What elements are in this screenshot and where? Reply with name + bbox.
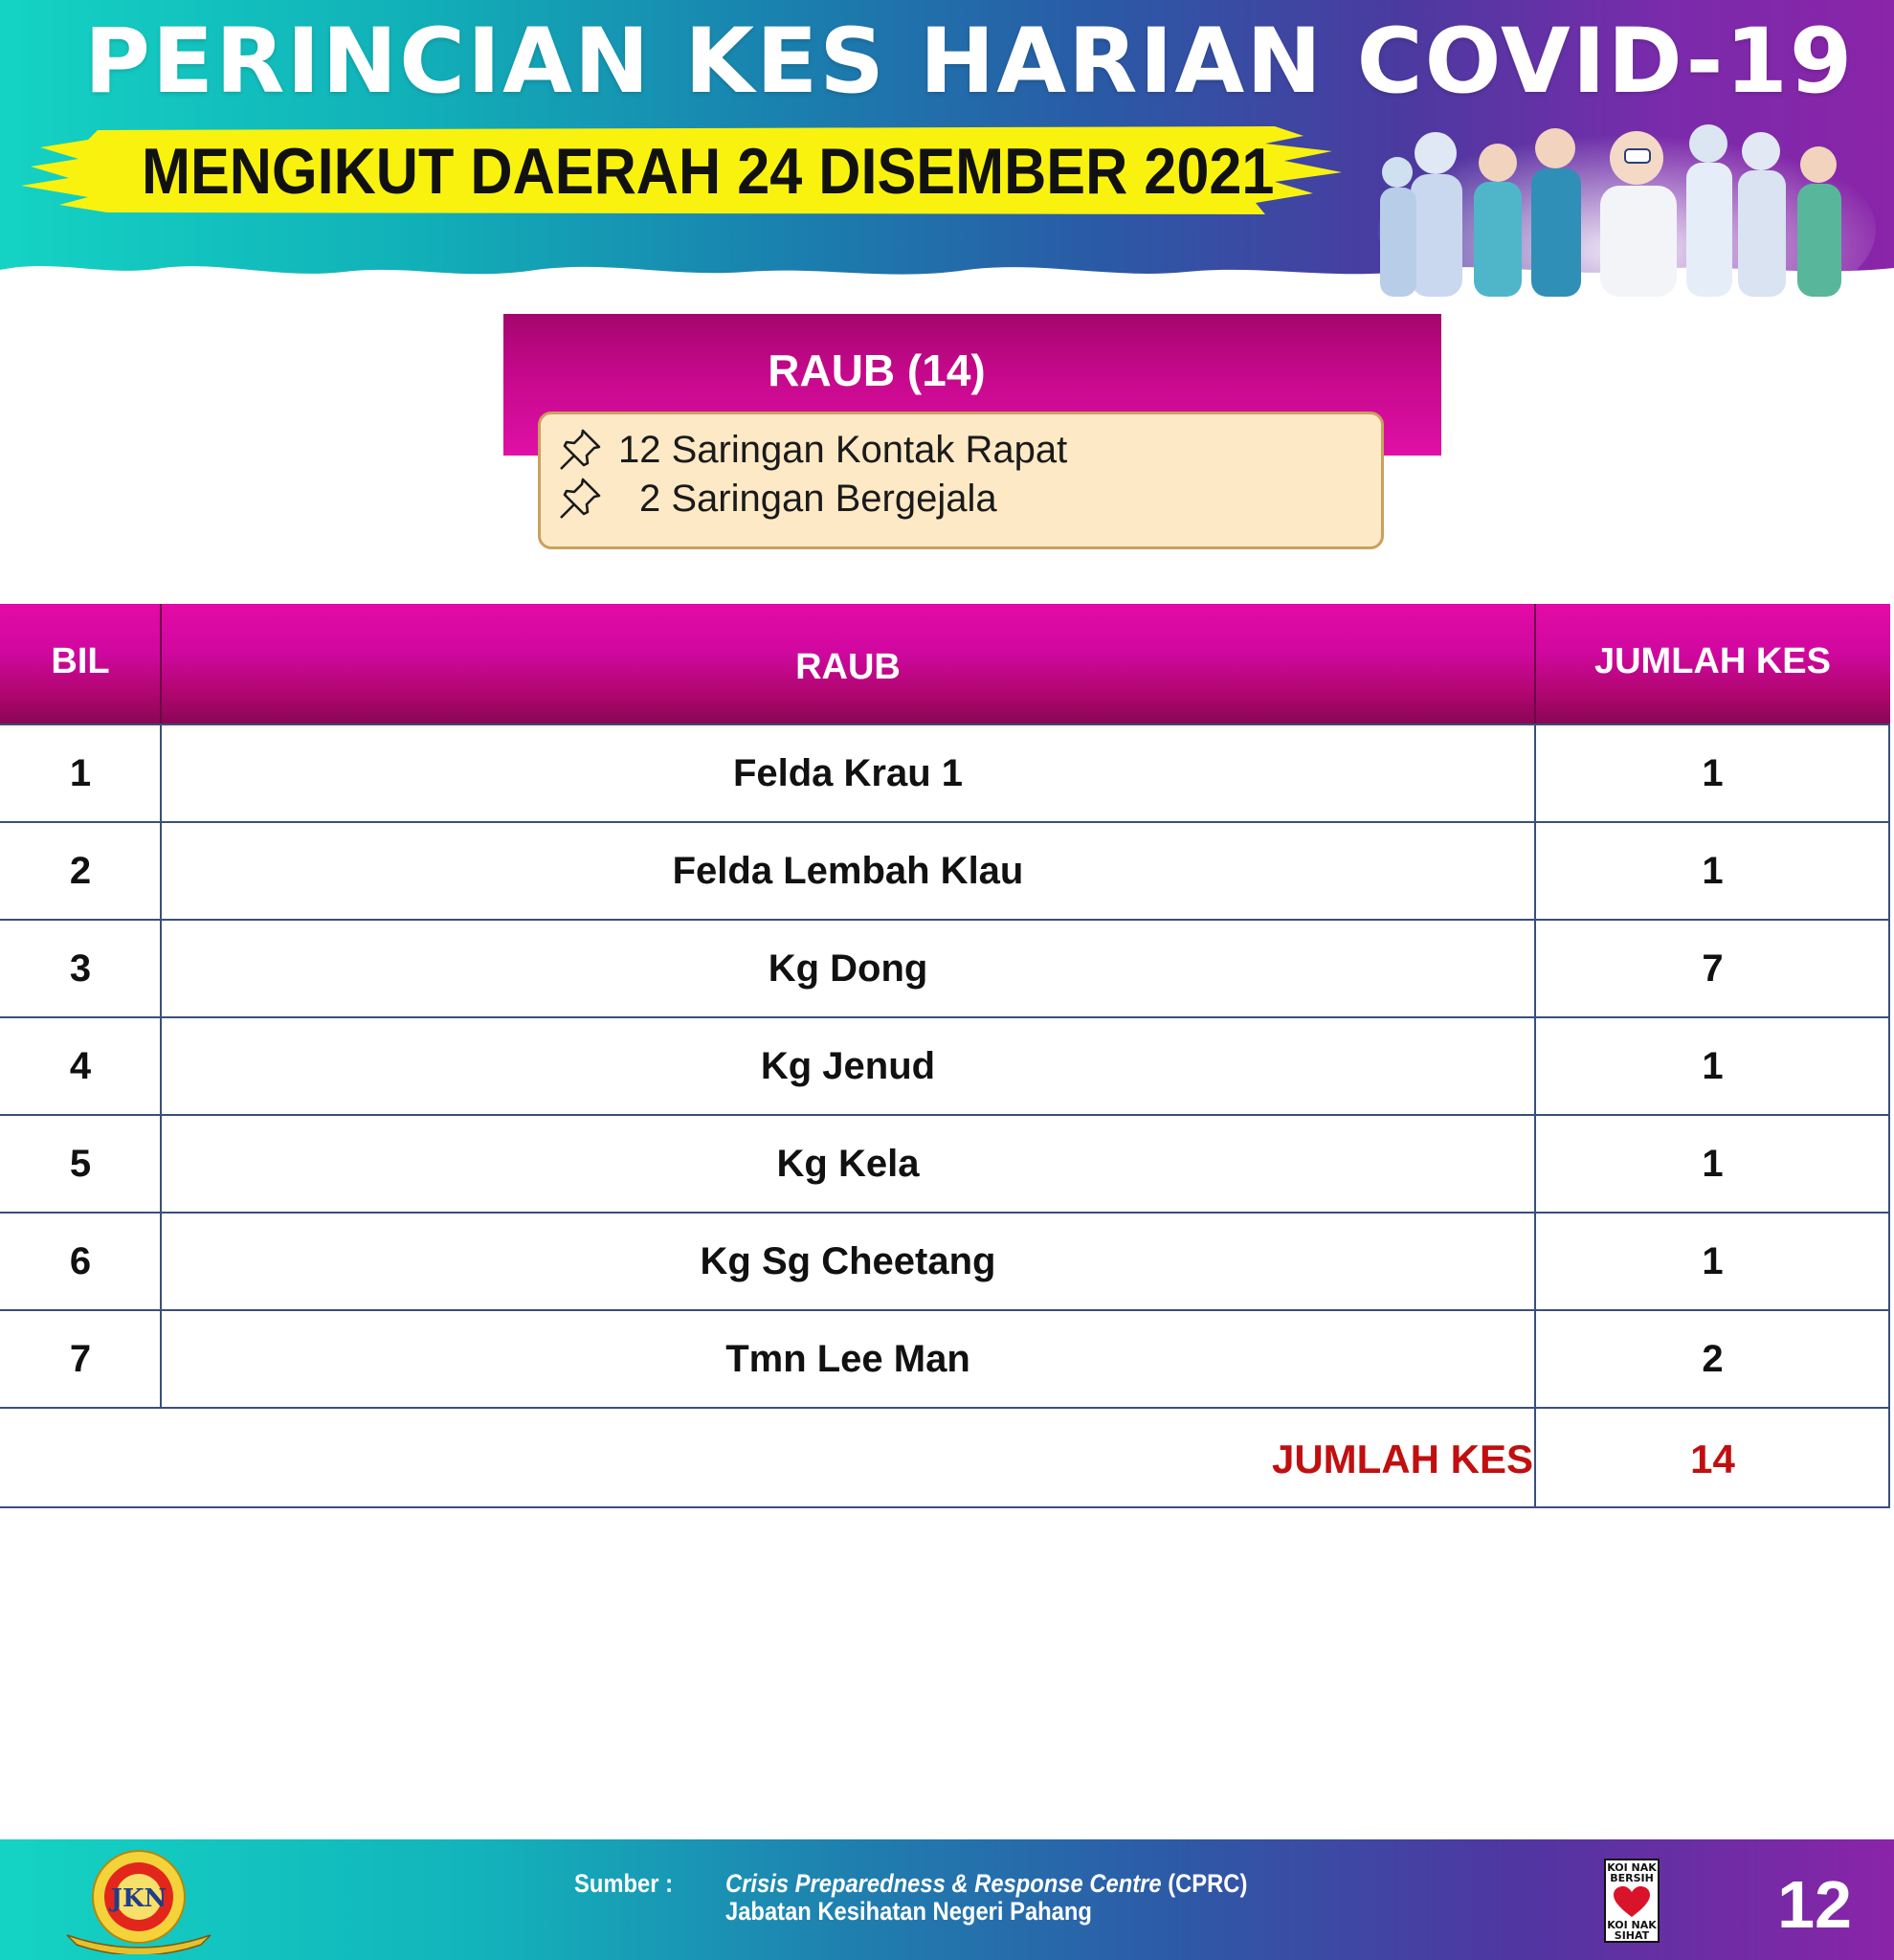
cell-count: 1 xyxy=(1702,849,1724,892)
cell-area: Tmn Lee Man xyxy=(725,1337,970,1380)
badge-top-text: KOI NAK BERSIH xyxy=(1607,1861,1657,1884)
cell-area: Kg Kela xyxy=(776,1142,920,1185)
cell-area: Kg Sg Cheetang xyxy=(700,1239,996,1282)
column-header-bil: BIL xyxy=(51,641,110,681)
svg-text:JKN: JKN xyxy=(110,1884,167,1913)
jkn-logo xyxy=(57,1847,220,1954)
cell-bil: 3 xyxy=(69,947,92,990)
badge-bottom-text: KOI NAK SIHAT xyxy=(1607,1919,1657,1942)
cell-bil: 6 xyxy=(69,1239,92,1282)
source-label: Sumber : xyxy=(574,1869,673,1898)
koi-nak-badge xyxy=(1604,1859,1660,1943)
cell-count: 1 xyxy=(1702,1044,1724,1087)
cell-count: 2 xyxy=(1702,1337,1724,1380)
district-title: RAUB (14) xyxy=(768,345,986,395)
cell-bil: 7 xyxy=(69,1337,92,1380)
source-organization xyxy=(725,1869,1247,1899)
column-header-count: JUMLAH KES xyxy=(1593,641,1832,681)
healthcare-workers-illustration xyxy=(1378,105,1885,297)
heart-icon xyxy=(1614,1886,1650,1919)
summary-item-symptomatic xyxy=(557,474,997,523)
summary-label: Saringan Bergejala xyxy=(671,477,997,520)
cell-bil: 1 xyxy=(69,751,92,794)
summary-item-close-contact xyxy=(557,425,1067,475)
cell-area: Felda Lembah Klau xyxy=(672,849,1024,892)
cell-count: 1 xyxy=(1702,1239,1724,1282)
cell-bil: 5 xyxy=(69,1142,92,1185)
cell-area: Kg Jenud xyxy=(760,1044,936,1087)
pushpin-icon xyxy=(557,476,603,522)
cell-count: 1 xyxy=(1702,1142,1724,1185)
cell-bil: 4 xyxy=(69,1044,92,1087)
summary-label: Saringan Kontak Rapat xyxy=(671,428,1068,471)
cell-count: 7 xyxy=(1702,947,1724,990)
cell-bil: 2 xyxy=(69,849,92,892)
cell-area: Felda Krau 1 xyxy=(732,751,964,794)
pushpin-icon xyxy=(557,427,603,473)
cell-area: Kg Dong xyxy=(768,947,928,990)
column-header-area: RAUB xyxy=(795,647,901,687)
source-org-abbr: (CPRC) xyxy=(1168,1869,1248,1898)
total-label: JUMLAH KES xyxy=(1271,1437,1533,1481)
source-org-name: Crisis Preparedness & Response Centre xyxy=(725,1869,1162,1898)
cell-count: 1 xyxy=(1702,751,1724,794)
page-number: 12 xyxy=(1777,1867,1852,1942)
page-subtitle-date: MENGIKUT DAERAH 24 DISEMBER 2021 xyxy=(142,135,1275,208)
source-department: Jabatan Kesihatan Negeri Pahang xyxy=(725,1897,1092,1926)
total-value: 14 xyxy=(1690,1437,1735,1481)
summary-count: 12 xyxy=(618,428,661,471)
summary-count: 2 xyxy=(639,477,661,520)
page-title: PERINCIAN KES HARIAN COVID-19 xyxy=(84,10,1855,114)
